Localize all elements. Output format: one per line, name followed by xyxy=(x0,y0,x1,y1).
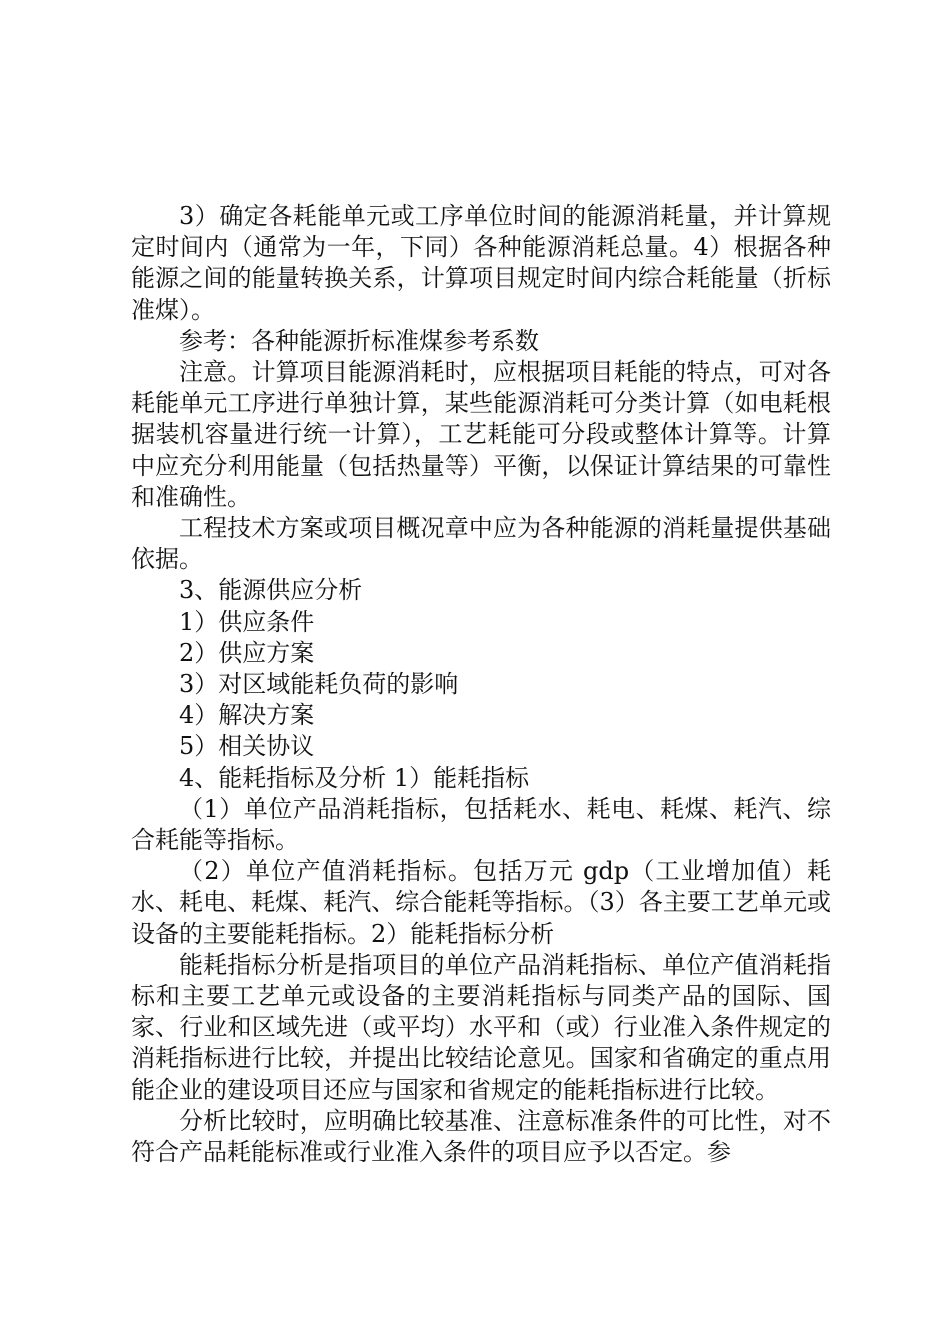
document-body xyxy=(131,201,831,1168)
list-item-supply-conditions: 1）供应条件 xyxy=(179,607,315,636)
paragraph-reference: 参考：各种能源折标准煤参考系数 xyxy=(179,326,539,355)
heading-energy-indicators: 4、能耗指标及分析 1）能耗指标 xyxy=(179,763,530,792)
paragraph-basis: 工程技术方案或项目概况章中应为各种能源的消耗量提供基础依据。 xyxy=(131,514,831,574)
list-item-supply-plan: 2）供应方案 xyxy=(179,638,315,667)
list-item-related-agreements: 5）相关协议 xyxy=(179,732,315,761)
paragraph-unit-product-indicators: （1）单位产品消耗指标，包括耗水、耗电、耗煤、耗汽、综合耗能等指标。 xyxy=(131,794,831,855)
paragraph-indicator-analysis: 能耗指标分析是指项目的单位产品消耗指标、单位产值消耗指标和主要工艺单元或设备的主要消耗指标与同类产品的国际、国家、行业和区域先进（或平均）水平和（或）行业准入条件规定的消耗指标进行比较，并提出比较结论意见。国家和省确定的重点用能企业的建设项目还应与国家和省规定的能耗指标进行比较。 xyxy=(131,950,831,1104)
heading-energy-supply-analysis: 3、能源供应分析 xyxy=(179,576,363,605)
paragraph-unit-output-indicators: （2）单位产值消耗指标。包括万元 gdp（工业增加值）耗水、耗电、耗煤、耗汽、综合能耗等指标。（3）各主要工艺单元或设备的主要能耗指标。2）能耗指标分析 xyxy=(131,857,831,948)
list-item-regional-load-impact: 3）对区域能耗负荷的影响 xyxy=(179,670,459,699)
list-item-solution: 4）解决方案 xyxy=(179,701,315,730)
paragraph-energy-calculation: 3）确定各耗能单元或工序单位时间的能源消耗量，并计算规定时间内（通常为一年，下同）各种能源消耗总量。4）根据各种能源之间的能量转换关系，计算项目规定时间内综合耗能量（折标准煤）。 xyxy=(131,202,831,324)
paragraph-note: 注意。计算项目能源消耗时，应根据项目耗能的特点，可对各耗能单元工序进行单独计算，某些能源消耗可分类计算（如电耗根据装机容量进行统一计算），工艺耗能可分段或整体计算等。计算中应充分利用能量（包括热量等）平衡，以保证计算结果的可靠性和准确性。 xyxy=(131,358,831,511)
paragraph-comparison: 分析比较时，应明确比较基准、注意标准条件的可比性，对不符合产品耗能标准或行业准入条件的项目应予以否定。参 xyxy=(131,1106,831,1167)
